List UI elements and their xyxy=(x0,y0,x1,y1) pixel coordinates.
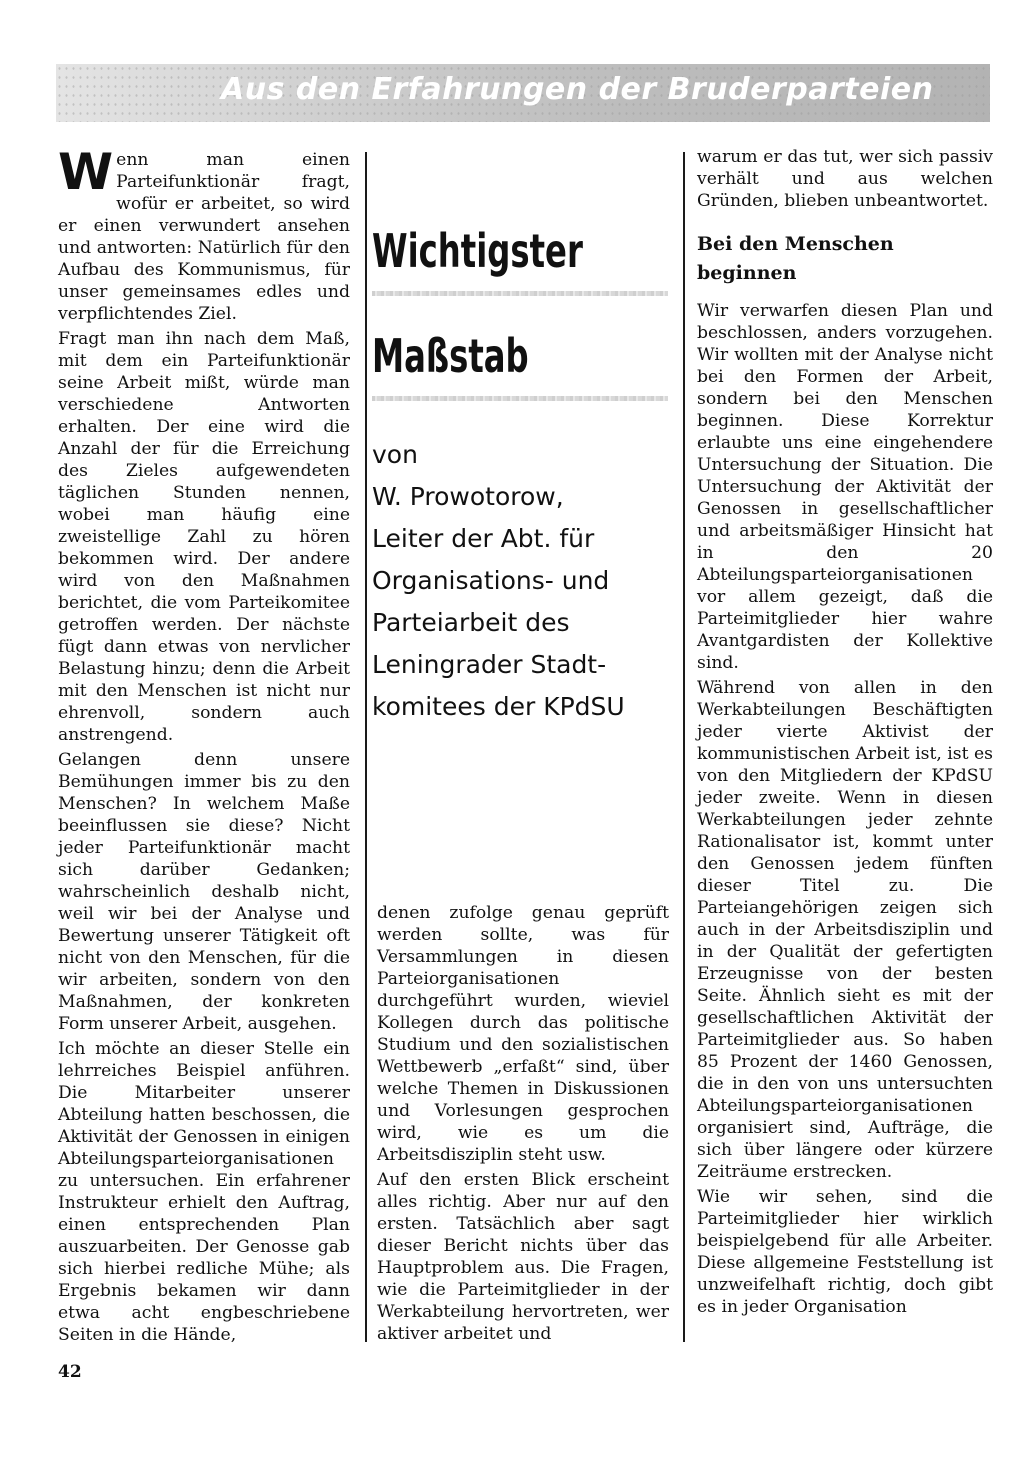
byline-von: von xyxy=(372,440,418,469)
article-column-3 xyxy=(697,146,993,1321)
paragraph-intro xyxy=(58,143,350,325)
title-block xyxy=(372,225,668,729)
article-column-1 xyxy=(58,143,350,1349)
byline-line: Parteiarbeit des xyxy=(372,608,570,637)
paragraph: Gelangen denn unsere Bemühungen immer bis zu den Menschen? In welchem Maße beeinflussen sie diese? Nicht jeder Parteifunktionär macht sich darüber Gedanken; wahrscheinlich deshalb nicht, weil wir bei der Analyse und Bewertung unserer Tätigkeit oft nicht von den Menschen, für die wir arbeiten, sondern von den Maßnahmen, der konkreten Form unserer Arbeit, ausgehen. xyxy=(58,750,350,1034)
byline-line: Leningrader Stadt- xyxy=(372,650,607,679)
paragraph: Fragt man ihn nach dem Maß, mit dem ein Parteifunktionär seine Arbeit mißt, würde man verschiedene Antworten erhalten. Der eine wird die Anzahl der für die Erreichung des Zieles aufgewendeten täglichen Stunden nennen, wobei man häufig eine zweistellige Zahl zu hören bekommen wird. Der andere wird von den Maßnahmen berichtet, die vom Parteikomitee getroffen werden. Der nächste fügt dann etwas von nervlicher Belastung hinzu; denn die Arbeit mit den Menschen ist nicht nur ehrenvoll, sondern auch anstrengend. xyxy=(58,329,350,745)
headline-line-1: Wichtigster xyxy=(372,224,583,278)
paragraph: denen zufolge genau geprüft werden sollte, was für Versammlungen in diesen Parteiorganisationen durchgeführt wurden, wieviel Kollegen durch das politische Studium und den sozialistischen Wettbewerb „erfaßt“ sind, über welche Themen in Diskussionen und Vorlesungen gesprochen wird, wie es um die Arbeitsdisziplin steht usw. xyxy=(377,903,669,1165)
drop-cap: W xyxy=(58,143,114,201)
article-column-2 xyxy=(377,902,669,1348)
byline-line: Leiter der Abt. für xyxy=(372,524,595,553)
paragraph: Wie wir sehen, sind die Parteimitglieder hier wirklich beispielgebend für alle Arbeiter. Diese allgemeine Feststellung ist unzweifelhaft richtig, doch gibt es in jeder Organisation xyxy=(697,1187,993,1317)
byline-line: Organisations- und xyxy=(372,566,610,595)
paragraph: Während von allen in den Werkabteilungen Beschäftigten jeder vierte Aktivist der kommunistischen Arbeit ist, ist es von den Mitgliedern der KPdSU jeder zweite. Wenn in diesen Werkabteilungen jeder zehnte Rationalisator ist, kommt unter den Genossen jedem fünften dieser Titel zu. Die Parteiangehörigen zeigen sich auch in der Arbeitsdisziplin und in der Qualität der gefertigten Erzeugnisse von der besten Seite. Ähnlich sieht es mit der gesellschaftlichen Aktivität der Parteimitglieder aus. So haben 85 Prozent der 1460 Genossen, die in den von uns untersuchten Abteilungsparteiorganisationen organisiert sind, Aufträge, die sich über längere oder kürzere Zeiträume erstrecken. xyxy=(697,678,993,1182)
paragraph: Wir verwarfen diesen Plan und beschlossen, anders vorzugehen. Wir wollten mit der Analyse nicht bei den Formen der Arbeit, sondern bei den Menschen beginnen. Diese Korrektur erlaubte uns eine eingehendere Untersuchung der Situation. Die Untersuchung der Aktivität der Genossen in gesellschaftlicher und arbeitsmäßiger Hinsicht hat in den 20 Abteilungsparteiorganisationen vor allem gezeigt, daß die Parteimitglieder hier wahre Avantgardisten der Kollektive sind. xyxy=(697,301,993,673)
byline-line: W. Prowotorow, xyxy=(372,482,564,511)
section-banner xyxy=(56,64,990,122)
headline-line-2: Maßstab xyxy=(372,329,529,383)
headline-rule xyxy=(372,291,668,296)
byline-line: komitees der KPdSU xyxy=(372,692,625,721)
paragraph: warum er das tut, wer sich passiv verhält und aus welchen Gründen, blieben unbeantwortet. xyxy=(697,147,993,211)
paragraph: Auf den ersten Blick erscheint alles richtig. Aber nur auf den ersten. Tatsächlich aber sagt dieser Bericht nichts über das Hauptproblem aus. Die Fragen, wie die Parteimitglieder in der Werkabteilung hervortreten, wer aktiver arbeitet und xyxy=(377,1170,669,1344)
section-subheading: Bei den Menschen beginnen xyxy=(697,233,894,284)
column-divider-left xyxy=(365,152,367,1342)
column-divider-right xyxy=(683,152,685,1342)
page-number: 42 xyxy=(58,1362,82,1382)
headline-rule xyxy=(372,396,668,401)
paragraph-intro-text: enn man einen Parteifunktionär fragt, wofür er arbeitet, so wird er einen verwundert ansehen und antworten: Natürlich für den Aufbau des Kommunismus, für unser gemeinsames edles und verpflichtendes Ziel. xyxy=(58,150,350,324)
section-banner-title: Aus den Erfahrungen der Bruderparteien xyxy=(221,72,934,107)
paragraph: Ich möchte an dieser Stelle ein lehrreiches Beispiel anführen. Die Mitarbeiter unserer Abteilung hatten beschossen, die Aktivität der Genossen in einigen Abteilungsparteiorganisationen zu untersuchen. Ein erfahrener Instrukteur erhielt den Auftrag, einen entsprechenden Plan auszuarbeiten. Der Genosse gab sich hierbei redliche Mühe; als Ergebnis bekamen wir dann etwa acht engbeschriebene Seiten in die Hände, xyxy=(58,1039,350,1345)
